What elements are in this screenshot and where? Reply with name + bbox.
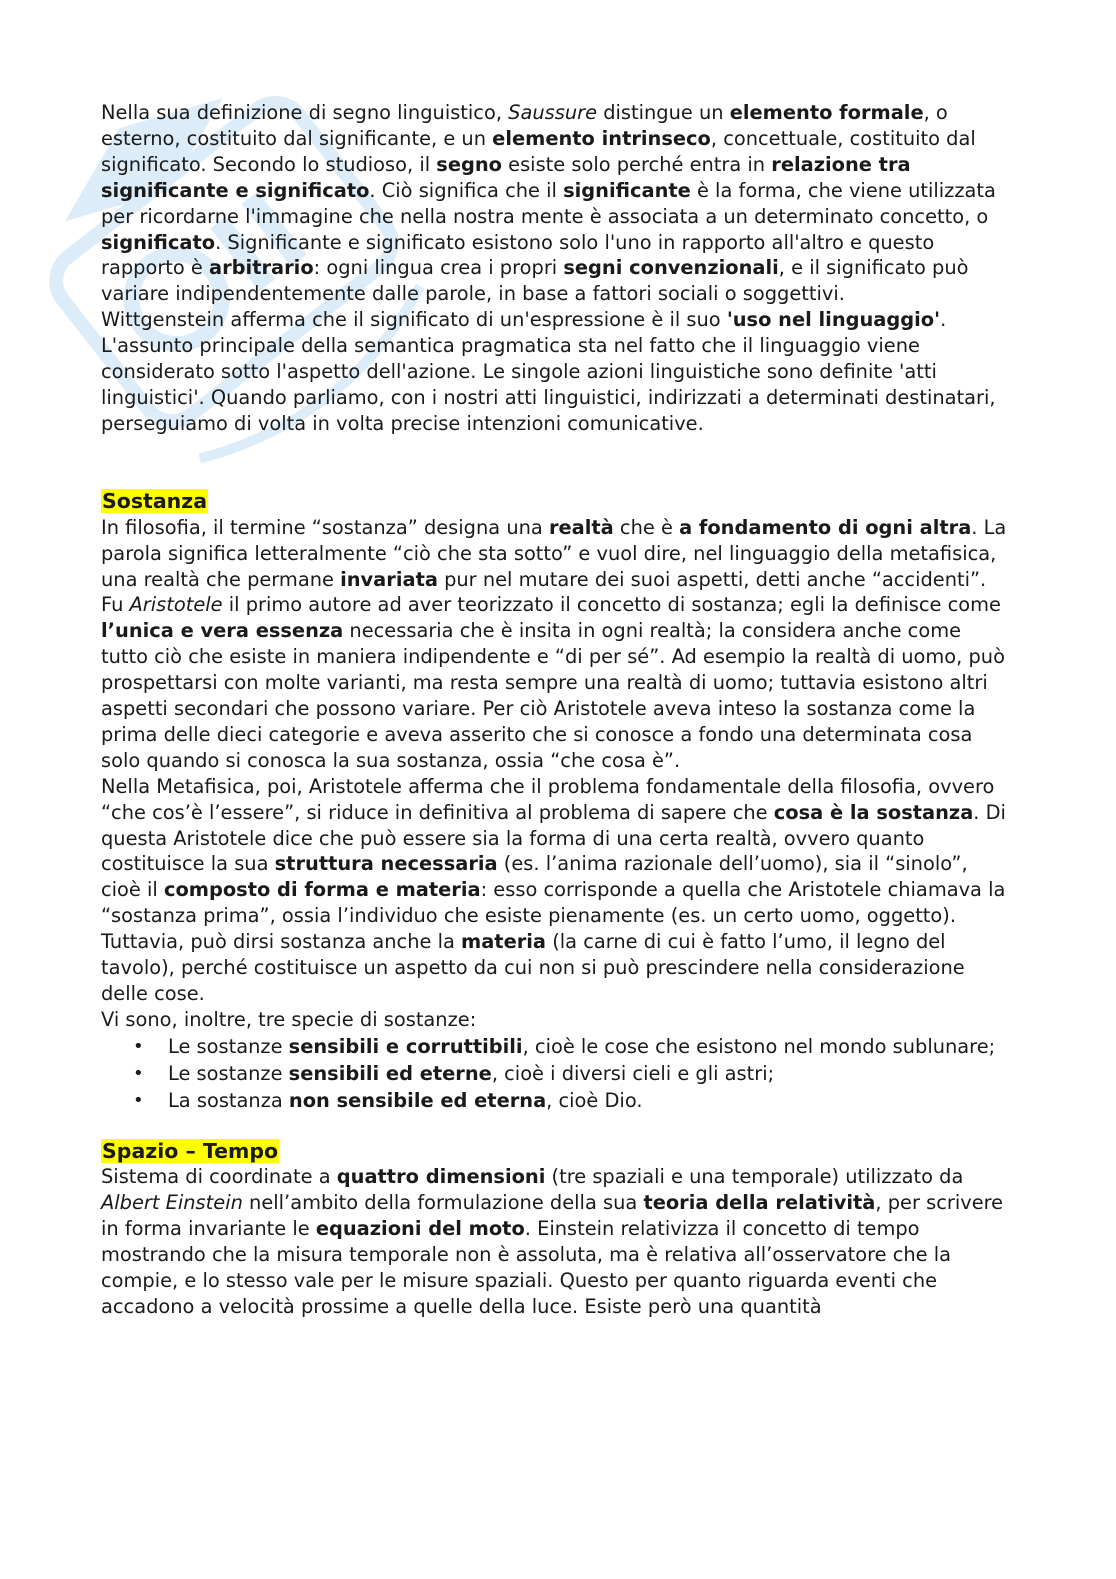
list-item: • Le sostanze sensibili e corruttibili, cioè le cose che esistono nel mondo sublunare; (133, 1034, 996, 1058)
heading-sostanza-line (101, 489, 1013, 515)
paragraph-saussure: Nella sua definizione di segno linguistico, Saussure distingue un elemento formale, o esterno, costituito dal significante, e un elemento intrinseco, concettuale, costituito dal significato. Secondo lo studioso, il segno esiste solo perché entra in relazione tra significante e significato. Ciò significa che il significante è la forma, che viene utilizzata per ricordarne l'immagine che nella nostra mente è associata a un determinato concetto, o significato. Significante e significato esistono solo l'uno in rapporto all'altro e questo rapporto è arbitrario: ogni lingua crea i propri segni convenzionali, e il significato può variare indipendentemente dalle parole, in base a fattori sociali o soggettivi. (101, 101, 996, 306)
list-specie-sostanze (101, 1034, 1013, 1114)
bullet-icon: • (133, 1089, 144, 1111)
heading-spazio-tempo: Spazio – Tempo (102, 1138, 279, 1163)
list-item: • Le sostanze sensibili ed eterne, cioè i diversi cieli e gli astri; (133, 1061, 775, 1085)
paragraph-specie-intro: Vi sono, inoltre, tre specie di sostanze: (101, 1007, 477, 1031)
paragraph-metafisica: Nella Metafisica, poi, Aristotele afferma che il problema fondamentale della filosofia, ovvero “che cos’è l’essere”, si riduce in definitiva al problema di sapere che cosa è la sostanza. Di questa Aristotele dice che può essere sia la forma di una certa realtà, ovvero quanto costituisce la sua struttura necessaria (es. l’anima razionale dell’uomo), sia il “sinolo”, cioè il composto di forma e materia: esso corrisponde a quella che Aristotele chiamava la “sostanza prima”, ossia l’individuo che esiste pienamente (es. un certo uomo, oggetto). Tuttavia, può dirsi sostanza anche la materia (la carne di cui è fatto l’umo, il legno del tavolo), perché costituisce un aspetto da cui non si può prescindere nella considerazione delle cose. (101, 774, 1006, 1005)
bullet-icon: • (133, 1035, 144, 1057)
document-page (101, 100, 1013, 1320)
paragraph-aristotele: Fu Aristotele il primo autore ad aver teorizzato il concetto di sostanza; egli la definisce come l’unica e vera essenza necessaria che è insita in ogni realtà; la considera anche come tutto ciò che esiste in maniera indipendente e “di per sé”. Ad esempio la realtà di uomo, può prospettarsi con molte varianti, ma resta sempre una realtà di uomo; tuttavia esistono altri aspetti secondari che possono variare. Per ciò Aristotele aveva inteso la sostanza come la prima delle dieci categorie e aveva asserito che si conosce a fondo una determinata cosa solo quando si conosca la sua sostanza, ossia “che cosa è”. (101, 593, 1005, 772)
list-item: • La sostanza non sensibile ed eterna, cioè Dio. (133, 1088, 643, 1112)
paragraph-einstein: Albert Einstein nell’ambito della formulazione della sua teoria della relatività, per scrivere in forma invariante le equazioni del moto. Einstein relativizza il concetto di tempo mostrando che la misura temporale non è assoluta, ma è relativa all’osservatore che la compie, e lo stesso vale per le misure spaziali. Questo per quanto riguarda eventi che accadono a velocità prossime a quelle della luce. Esiste però una quantità (101, 1191, 1004, 1318)
paragraph-wittgenstein: Wittgenstein afferma che il significato di un'espressione è il suo 'uso nel linguaggio'. L'assunto principale della semantica pragmatica sta nel fatto che il linguaggio viene considerato sotto l'aspetto dell'azione. Le singole azioni linguistiche sono definite 'atti linguistici'. Quando parliamo, con i nostri atti linguistici, indirizzati a determinati destinatari, perseguiamo di volta in volta precise intenzioni comunicative. (101, 308, 996, 435)
heading-sostanza: Sostanza (102, 488, 208, 513)
paragraph-spazio-tempo-definition: Sistema di coordinate a quattro dimensioni (tre spaziali e una temporale) utilizzato da (101, 1165, 964, 1189)
heading-spazio-tempo-line (101, 1139, 1013, 1165)
bullet-icon: • (133, 1062, 144, 1084)
paragraph-sostanza-definition: In filosofia, il termine “sostanza” designa una realtà che è a fondamento di ogni altra. La parola significa letteralmente “ciò che sta sotto” e vuol dire, nel linguaggio della metafisica, una realtà che permane invariata pur nel mutare dei suoi aspetti, detti anche “accidenti”. (101, 515, 1007, 591)
